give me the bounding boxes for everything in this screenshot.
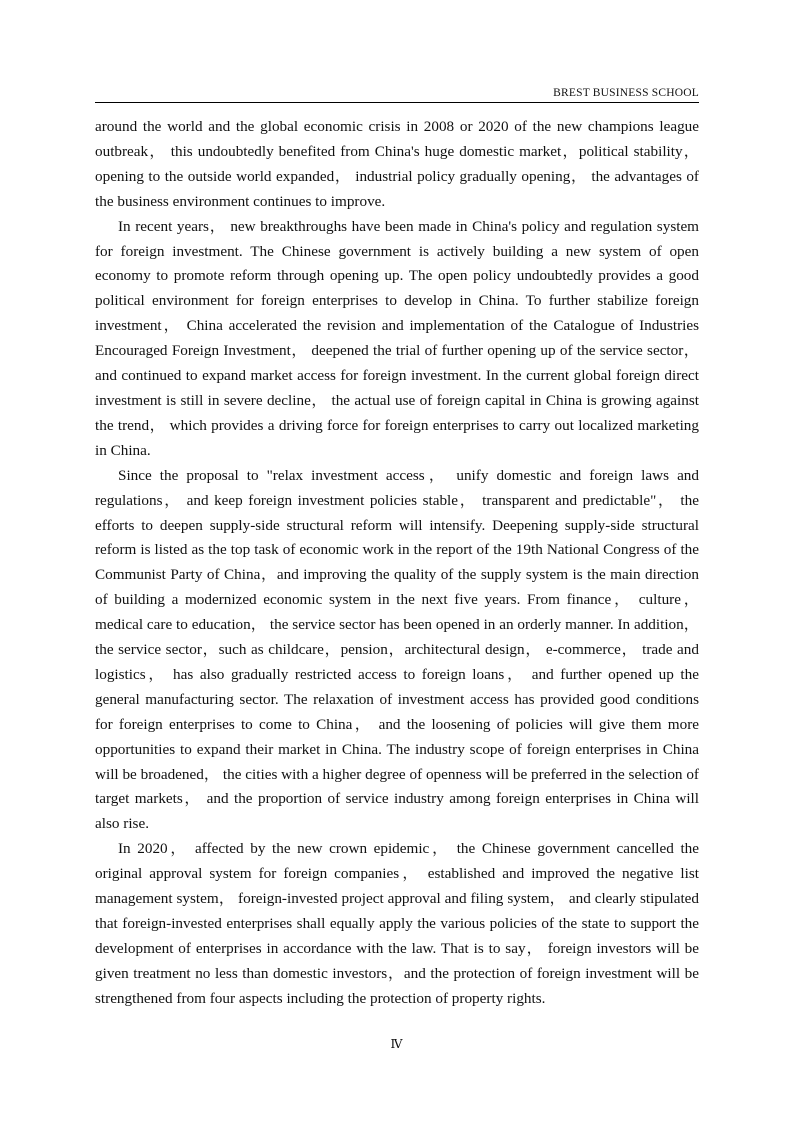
paragraph: around the world and the global economic crisis in 2008 or 2020 of the new champions league outbreak， this undoubtedly benefited from China's huge domestic market，political stability，opening to the outside world expanded， industrial policy gradually opening， the advantages of the business environment continues to improve. [95,118,699,210]
header-title: BREST BUSINESS SCHOOL [553,87,699,99]
body-text [95,115,699,1012]
page-header [95,86,699,103]
paragraph: In recent years， new breakthroughs have been made in China's policy and regulation system for foreign investment. The Chinese government is actively building a new system of open economy to promote reform through opening up. The open policy undoubtedly provides a good political environment for foreign enterprises to develop in China. To further stabilize foreign investment， China accelerated the revision and implementation of the Catalogue of Industries Encouraged Foreign Investment， deepened the trial of further opening up of the service sector， and continued to expand market access for foreign investment. In the current global foreign direct investment is still in severe decline， the actual use of foreign capital in China is growing against the trend， which provides a driving force for foreign enterprises to carry out localized marketing in China. [95,217,699,459]
paragraph: In 2020， affected by the new crown epidemic， the Chinese government cancelled the original approval system for foreign companies， established and improved the negative list management system， foreign-invested project approval and filing system， and clearly stipulated that foreign-invested enterprises shall equally apply the various policies of the state to support the development of enterprises in accordance with the law. That is to say， foreign investors will be given treatment no less than domestic investors，and the protection of foreign investment will be strengthened from four aspects including the protection of property rights. [95,840,699,1007]
paragraph: Since the proposal to "relax investment access， unify domestic and foreign laws and regulations， and keep foreign investment policies stable， transparent and predictable"， the efforts to deepen supply-side structural reform will intensify. Deepening supply-side structural reform is listed as the top task of economic work in the report of the 19th National Congress of the Communist Party of China，and improving the quality of the supply system is the main direction of building a modernized economic system in the next five years. From finance， culture， medical care to education， the service sector has been opened in an orderly manner. In addition，the service sector，such as childcare，pension，architectural design， e-commerce， trade and logistics， has also gradually restricted access to foreign loans， and further opened up the general manufacturing sector. The relaxation of investment access has provided good conditions for foreign enterprises to come to China， and the loosening of policies will give them more opportunities to expand their market in China. The industry scope of foreign enterprises in China will be broadened， the cities with a higher degree of openness will be preferred in the selection of target markets， and the proportion of service industry among foreign enterprises in China will also rise. [95,466,699,833]
page-number: Ⅳ [390,1037,403,1051]
